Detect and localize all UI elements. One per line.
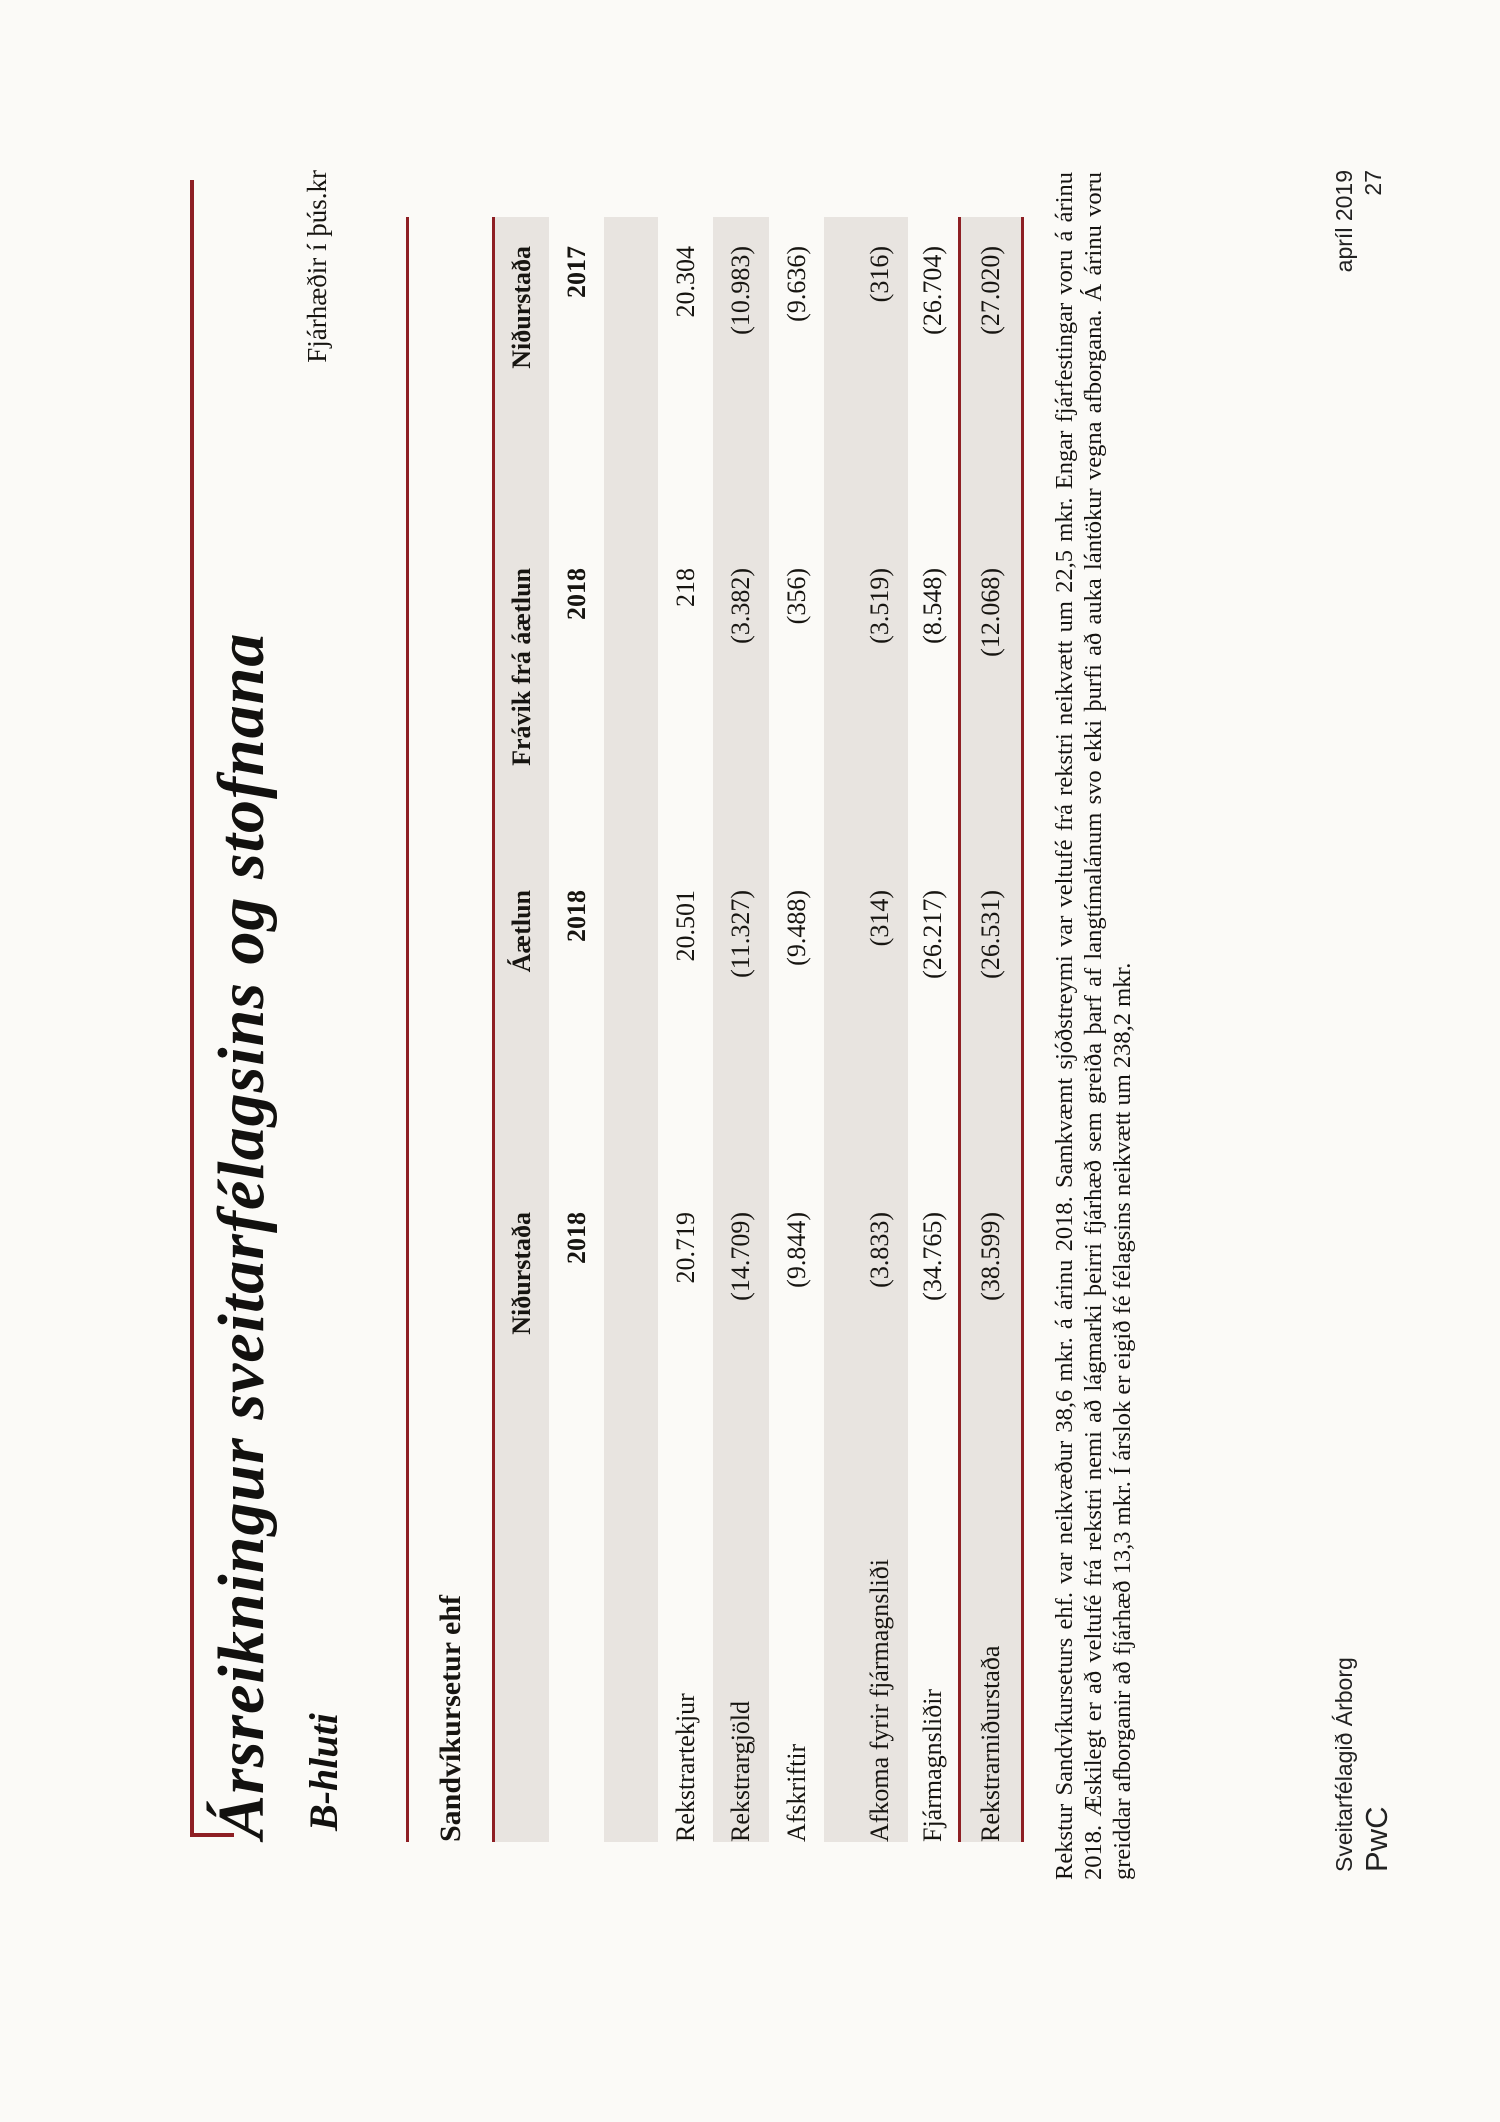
column-year: 2018 [561,568,591,620]
title-rule [190,180,194,1837]
row-value: (10.983) [726,246,755,335]
footer-date: apríl 2019 [1331,170,1357,273]
row-label: Rekstrargjöld [726,1700,755,1842]
row-value: (8.548) [918,568,947,644]
row-value: (3.382) [726,568,755,644]
table-row [908,217,958,1842]
table-row [824,217,908,1842]
table-header-row [495,217,549,1842]
row-value: 20.304 [670,246,700,318]
column-header: Niðurstaða [507,1212,536,1335]
row-value: (14.709) [726,1212,755,1301]
row-value: (3.833) [865,1212,894,1288]
footer-right [1330,170,1388,272]
row-value: (9.844) [781,1212,811,1288]
table-row [713,217,769,1842]
row-value: 20.501 [670,890,700,962]
footer-firm-wordmark: PwC [1359,1806,1394,1872]
row-label: Fjármagnsliðir [918,1688,947,1842]
row-value: (11.327) [726,890,755,978]
total-row-value: (38.599) [976,1212,1005,1301]
footer-organization: Sveitarfélagið Árborg [1331,1657,1357,1872]
column-header: Frávik frá áætlun [507,568,536,766]
page-title: Ársreikningur sveitarfélagsins og stofnana [205,632,278,1839]
total-row-value: (27.020) [976,246,1005,335]
commentary-paragraph: Rekstur Sandvíkurseturs ehf. var neikvæður 38,6 mkr. á árinu 2018. Samkvæmt sjóðstreymi var veltufé frá rekstri neikvætt um 22,5 mkr. Engar fjárfestingar voru á árinu 2018. Æskilegt er að veltufé frá rekstri nemi að lágmarki þeirri fjárhæð sem greiða þarf af langtímalánum svo ekki þurfi að auka lántökur vegna afborgana. Á árinu voru greiddar afborganir að fjárhæð 13,3 mkr. Í árslok er eigið fé félagsins neikvætt um 238,2 mkr. [1051,172,1136,1880]
table-rule-bottom [1021,217,1024,1842]
row-value: (26.217) [918,890,947,979]
row-value: (316) [865,246,894,303]
row-value: (3.519) [865,568,894,644]
amounts-unit-note: Fjárhæðir í þús.kr [302,170,332,363]
total-row-value: (12.068) [976,568,1005,657]
row-value: (9.636) [781,246,811,322]
table-row [769,217,824,1842]
footer-left [1330,1657,1394,1872]
row-value: (34.765) [918,1212,947,1301]
company-name: Sandvíkursetur ehf [433,1594,467,1842]
footer-page-number: 27 [1360,170,1386,196]
row-label: Rekstrartekjur [670,1693,700,1842]
row-value: 218 [670,568,700,607]
column-header: Áætlun [507,890,536,973]
row-value: (356) [781,568,811,625]
financial-table [406,217,1024,1842]
column-header: Niðurstaða [507,246,536,369]
row-label: Afskriftir [781,1743,811,1842]
row-value: (314) [865,890,894,947]
column-year: 2017 [561,246,591,298]
table-total-row [961,217,1021,1842]
row-label: Afkoma fyrir fjármagnsliði [865,1558,894,1842]
total-row-value: (26.531) [976,890,1005,979]
row-value: (9.488) [781,890,811,966]
total-row-label: Rekstrarniðurstaða [976,1645,1005,1842]
table-spacer-row [604,217,658,1842]
row-value: 20.719 [670,1212,700,1284]
column-year: 2018 [561,1212,591,1264]
row-value: (26.704) [918,246,947,335]
page-subtitle: B-hluti [301,1713,346,1831]
column-year: 2018 [561,890,591,942]
table-company-row [409,217,492,1842]
table-years-row [549,217,604,1842]
table-row [658,217,713,1842]
